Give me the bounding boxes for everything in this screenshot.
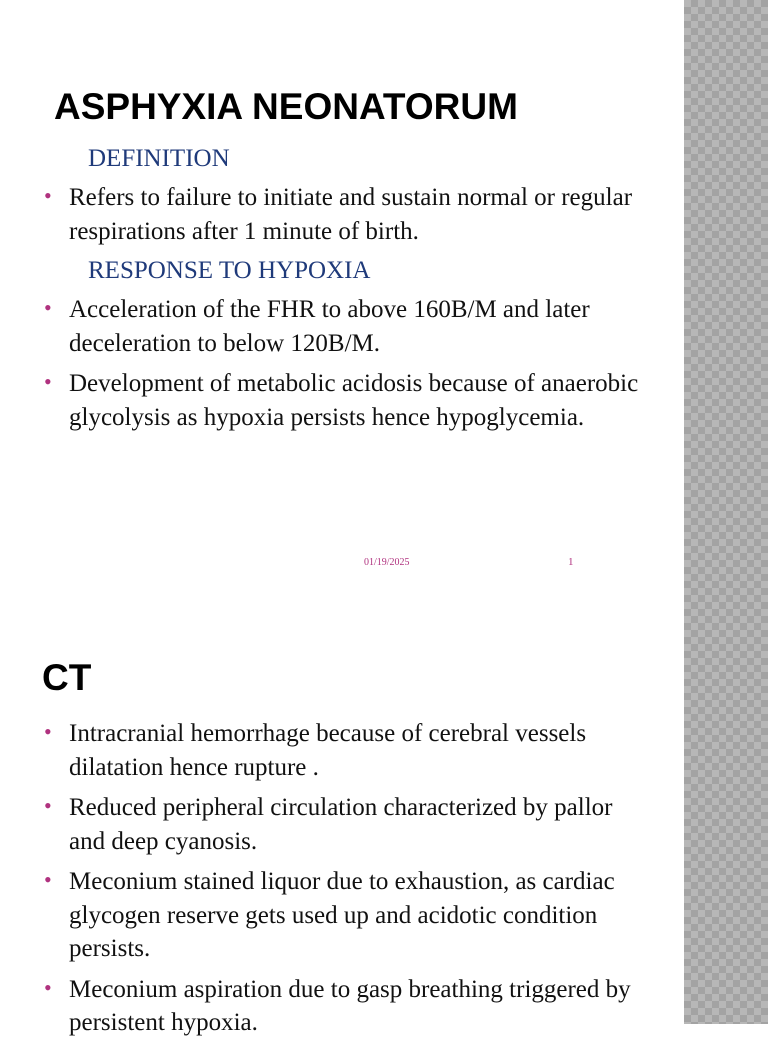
definition-heading: DEFINITION [88,145,230,172]
slide-title: CT [42,657,92,698]
slide-title: ASPHYXIA NEONATORUM [54,86,518,127]
bullet-icon: • [44,369,52,394]
definition-list [44,181,644,248]
effects-list [44,717,644,1040]
list-item [44,181,644,248]
list-item [44,367,644,434]
bullet-icon: • [44,974,52,1000]
bullet-icon: • [44,867,52,892]
list-item [44,293,644,360]
bullet-icon: • [44,295,52,320]
bullet-text: Meconium stained liquor due to exhaustion, as cardiac glycogen reserve gets used up and acidotic condition persists. [69,868,615,962]
list-item [44,791,644,858]
list-item [44,973,644,1040]
footer-date: 01/19/2025 [364,557,410,568]
response-list [44,293,644,434]
bullet-text: Development of metabolic acidosis because of anaerobic glycolysis as hypoxia persists hence hypoglycemia. [69,370,639,431]
bullet-text: Acceleration of the FHR to above 160B/M and later deceleration to below 120B/M. [69,296,590,357]
list-item [44,717,644,784]
bullet-icon: • [44,719,52,744]
decorative-pattern-strip [684,0,768,1024]
bullet-text: Refers to failure to initiate and sustain normal or regular respirations after 1 minute of birth. [69,184,633,245]
bullet-icon: • [44,183,52,208]
bullet-text: Intracranial hemorrhage because of cerebral vessels dilatation hence rupture . [69,720,587,781]
bullet-icon: • [44,793,52,818]
slide-number: 1 [568,556,574,568]
bullet-text: Meconium aspiration due to gasp breathing triggered by persistent hypoxia. [69,975,631,1036]
list-item [44,865,644,966]
bullet-text: Reduced peripheral circulation characterized by pallor and deep cyanosis. [69,794,613,855]
response-heading: RESPONSE TO HYPOXIA [88,257,371,284]
slide-2 [0,600,684,1036]
